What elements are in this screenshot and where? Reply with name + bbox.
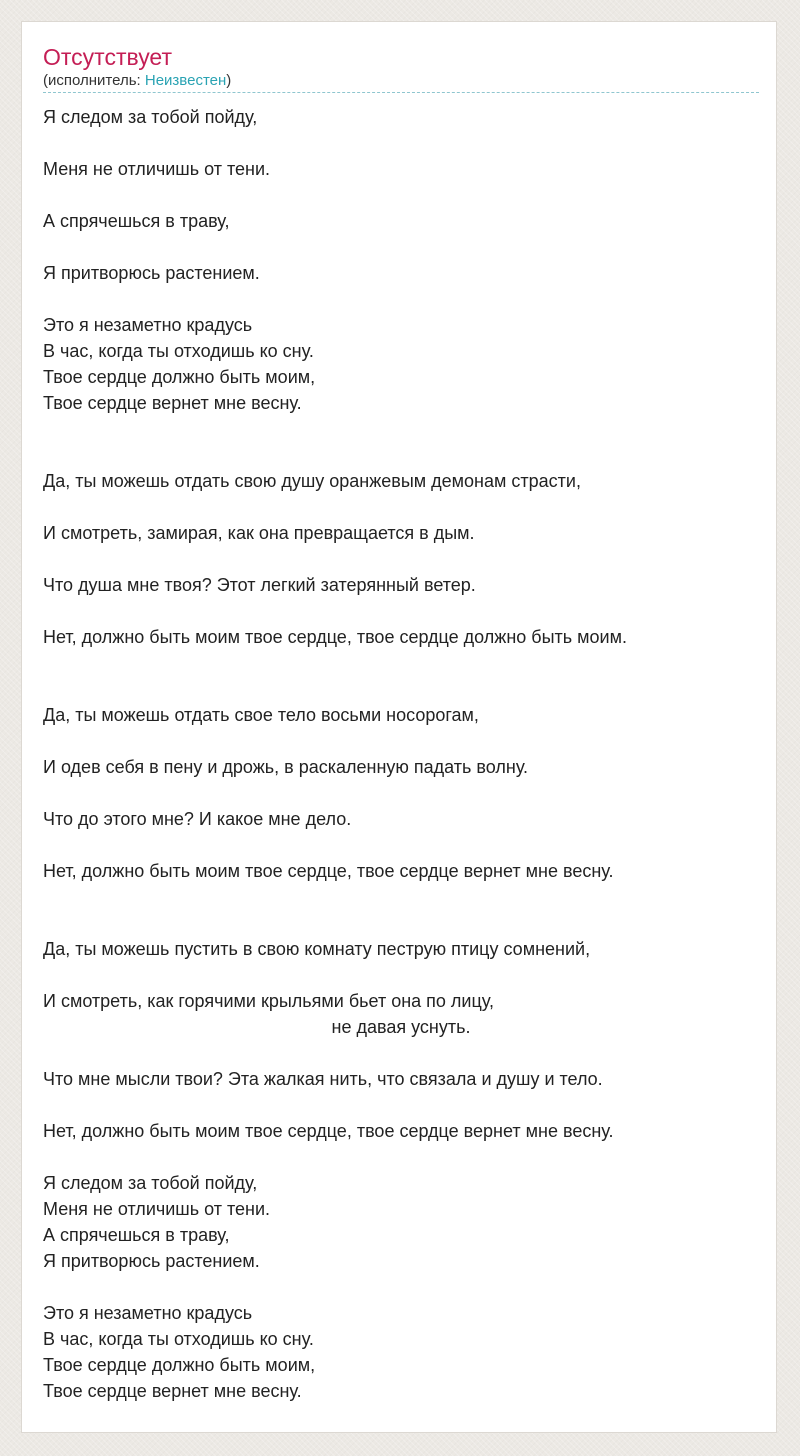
lyric-blank-line <box>43 884 759 910</box>
lyric-blank-line <box>43 598 759 624</box>
lyric-line: Меня не отличишь от тени. <box>43 159 271 179</box>
lyric-line: Я притворюсь растением. <box>43 263 260 283</box>
lyric-blank-line <box>43 182 759 208</box>
lyric-blank-line <box>43 910 759 936</box>
artist-link[interactable]: Неизвестен <box>144 72 227 89</box>
lyric-line: В час, когда ты отходишь ко сну. <box>43 341 314 361</box>
lyric-blank-line <box>43 234 759 260</box>
lyric-blank-line <box>43 962 759 988</box>
lyric-line: Я следом за тобой пойду, <box>43 1173 258 1193</box>
lyric-line: Да, ты можешь отдать свое тело восьми носорогам, <box>43 705 479 725</box>
lyric-line: Да, ты можешь отдать свою душу оранжевым демонам страсти, <box>43 471 581 491</box>
lyric-blank-line <box>43 416 759 442</box>
lyric-line: Твое сердце вернет мне весну. <box>43 393 302 413</box>
lyric-line: Твое сердце должно быть моим, <box>43 1355 316 1375</box>
lyric-line: Нет, должно быть моим твое сердце, твое сердце вернет мне весну. <box>43 861 614 881</box>
lyric-blank-line <box>43 130 759 156</box>
lyric-line: А спрячешься в траву, <box>43 1225 230 1245</box>
lyric-line: Да, ты можешь пустить в свою комнату пеструю птицу сомнений, <box>43 939 591 959</box>
lyric-line: Это я незаметно крадусь <box>43 315 253 335</box>
lyric-line: Что до этого мне? И какое мне дело. <box>43 809 352 829</box>
lyric-line: Это я незаметно крадусь <box>43 1303 253 1323</box>
lyric-blank-line <box>43 1144 759 1170</box>
lyric-line: не давая уснуть. <box>331 1017 471 1037</box>
lyric-blank-line <box>43 546 759 572</box>
song-title: Отсутствует <box>43 44 172 70</box>
lyric-line: И смотреть, замирая, как она превращается в дым. <box>43 523 475 543</box>
artist-prefix: (исполнитель: <box>43 72 145 89</box>
lyric-line: Нет, должно быть моим твое сердце, твое сердце должно быть моим. <box>43 627 627 647</box>
lyric-blank-line <box>43 780 759 806</box>
lyric-line: Твое сердце должно быть моим, <box>43 367 316 387</box>
lyric-blank-line <box>43 676 759 702</box>
lyric-line: Я следом за тобой пойду, <box>43 107 258 127</box>
lyric-line: А спрячешься в траву, <box>43 211 230 231</box>
artist-line <box>43 71 759 93</box>
lyrics-text <box>43 104 759 1404</box>
lyric-blank-line <box>43 494 759 520</box>
lyric-blank-line <box>43 650 759 676</box>
artist-suffix: ) <box>226 72 232 89</box>
lyric-line: Твое сердце вернет мне весну. <box>43 1381 302 1401</box>
lyric-blank-line <box>43 1092 759 1118</box>
lyric-blank-line <box>43 1040 759 1066</box>
lyric-line: Что мне мысли твои? Эта жалкая нить, что связала и душу и тело. <box>43 1069 603 1089</box>
song-header <box>43 43 759 93</box>
lyric-line: И одев себя в пену и дрожь, в раскаленную падать волну. <box>43 757 529 777</box>
lyric-blank-line <box>43 832 759 858</box>
lyric-blank-line <box>43 728 759 754</box>
lyric-line: Меня не отличишь от тени. <box>43 1199 271 1219</box>
lyric-blank-line <box>43 286 759 312</box>
lyric-line: Нет, должно быть моим твое сердце, твое сердце вернет мне весну. <box>43 1121 614 1141</box>
lyric-blank-line <box>43 442 759 468</box>
lyric-line: Что душа мне твоя? Этот легкий затерянный ветер. <box>43 575 476 595</box>
lyric-line: И смотреть, как горячими крыльями бьет она по лицу, <box>43 991 494 1011</box>
lyric-blank-line <box>43 1274 759 1300</box>
lyric-line: Я притворюсь растением. <box>43 1251 260 1271</box>
lyric-line: В час, когда ты отходишь ко сну. <box>43 1329 314 1349</box>
lyrics-card <box>21 21 777 1433</box>
